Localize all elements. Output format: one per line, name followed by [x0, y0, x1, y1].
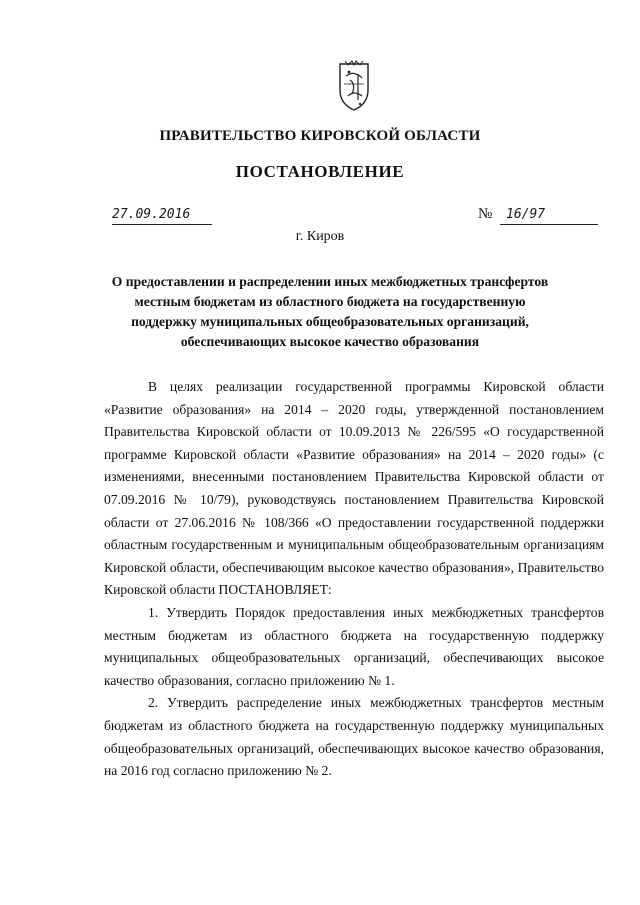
clause-1-paragraph: 1. Утвердить Порядок предоставления иных межбюджетных трансфертов местным бюджетам из областного бюджета на государственную поддержку муниципальных общеобразовательных организаций, обеспечивающих высокое качество образования, согласно приложению № 1.	[104, 604, 604, 688]
clause-2-paragraph: 2. Утвердить распределение иных межбюджетных трансфертов местным бюджетам из областного бюджета на государственную поддержку муниципальных общеобразовательных организаций, обеспечивающих высокое качество образования, на 2016 год согласно приложению № 2.	[104, 695, 604, 779]
title-line: местным бюджетам из областного бюджета на государственную	[134, 294, 526, 309]
coat-of-arms-icon	[336, 60, 372, 112]
date-field	[112, 206, 212, 225]
organization-name: ПРАВИТЕЛЬСТВО КИРОВСКОЙ ОБЛАСТИ	[159, 128, 481, 144]
document-title	[100, 272, 560, 352]
title-line: обеспечивающих высокое качество образования	[180, 334, 480, 349]
number-field	[500, 206, 598, 225]
document-body	[104, 376, 604, 783]
title-line: поддержку муниципальных общеобразовательных организаций,	[131, 314, 529, 329]
city: г. Киров	[295, 229, 345, 244]
number-label: №	[478, 206, 493, 222]
document-number: 16/97	[506, 207, 546, 222]
preamble-paragraph: В целях реализации государственной программы Кировской области «Развитие образования» на 2014 – 2020 годы, утвержденной постановлением Правительства Кировской области от 10.09.2013 № 226/595 «О государственной программе Кировской области «Развитие образования» на 2014 – 2020 годы» (с изменениями, внесенными постановлением Правительства Кировской области от 07.09.2016 № 10/79), руководствуясь постановлением Правительства Кировской области от 27.06.2016 № 108/366 «О предоставлении государственной поддержки областным государственным и муниципальным общеобразовательным организациям Кировской области, обеспечивающим высокое качество образования», Правительство Кировской области ПОСТАНОВЛЯЕТ:	[104, 379, 604, 598]
document-date: 27.09.2016	[112, 207, 191, 222]
document-type: ПОСТАНОВЛЕНИЕ	[235, 162, 405, 181]
title-line: О предоставлении и распределении иных межбюджетных трансфертов	[111, 274, 549, 289]
